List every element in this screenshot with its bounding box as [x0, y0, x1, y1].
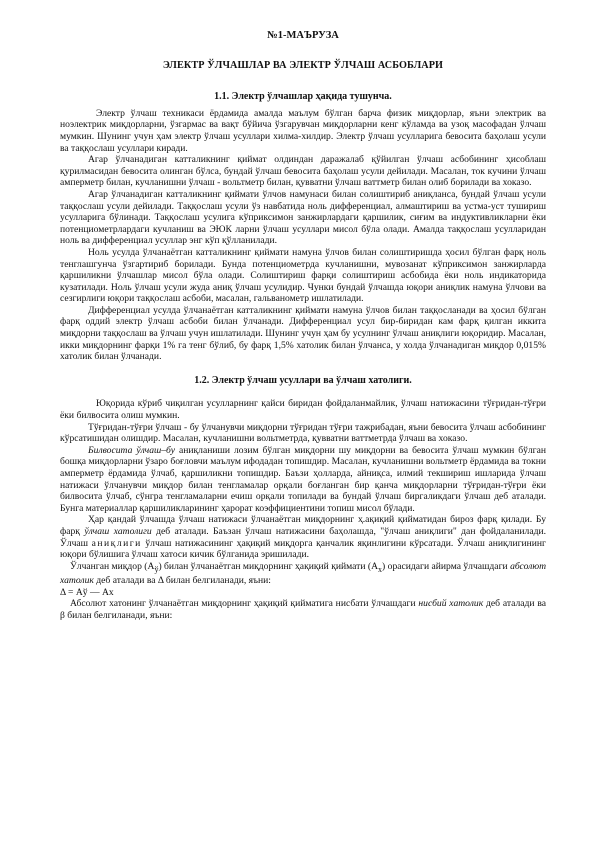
- section-1-paragraph-5: Дифференциал усулда ўлчанаётган катталикнинг қиймати намуна ўлчов билан таққосланади ва ҳосил бўлган фарқ оддий электр ўлчаш асбоби билан ўлчанади. Дифференциал усул бир-биридан кам фарқ қилган иккита миқдорни таққослаш ва ўлчаш учун ишлатилади. Шунинг учун ҳам бу усулнинг ўлчаш аниқлиги юқоридир. Масалан, икки миқдорнинг фарқи 1% га тенг бўлиб, бу фарқ 1,5% хатолик билан ўлчанса, у холда ўлчанадиган миқдор 0,015% хатолик билан ўлчанади.: [60, 304, 546, 363]
- p6-text-b: деб аталади ва β билан белгиланади, яъни:: [60, 598, 546, 622]
- section-1-paragraph-3: Агар ўлчанадиган катталикнинг қиймати ўлчов намунаси билан солиштириб аниқланса, бундай ўлчаш усули таққослаш усули дейилади. Таққослаш усули ўз навбатида ноль дифференциал, алмаштириш ва устма-уст тушириш усулларига бўлинади. Таққослаш усулига кўприксимон занжирлардаги қаршилик, сиғим ва индуктивликларни ёки потенциометрлардаги кучланиш ва ЭЮК ларни ўлчаш усуллари мисол бўла олади. Амалда таққослаш усулларидан ноль ва дифференциал усуллар энг кўп қўлланилади.: [60, 188, 546, 247]
- subscript-true: х: [378, 564, 383, 574]
- absolute-error-formula: Δ = Aў — Aх: [60, 586, 114, 598]
- subscript-measured: ў: [154, 564, 159, 574]
- measurement-error-term: ўлчаш хатолиги: [84, 525, 152, 537]
- indirect-measurement-term: Билвосита ўлчаш–бу: [88, 444, 176, 456]
- p5-text-c: ) орасидаги айирма ўлчашдаги: [382, 560, 511, 572]
- section-2-paragraph-1: Юқорида кўриб чиқилган усулларнинг қайси биридан фойдаланмайлик, ўлчаш натижасини тўғридан-тўғри ёки билвосита олиш мумкин.: [60, 398, 546, 422]
- relative-error-term: нисбий хатолик: [418, 598, 484, 610]
- accuracy-term: аниқлиги: [91, 537, 142, 549]
- section-2-heading: 1.2. Электр ўлчаш усуллари ва ўлчаш хатолиги.: [194, 374, 412, 386]
- p4-text-c: ўлчаш натижасининг ҳақиқий миқдорга қанчалик яқинлигини кўрсатади. Ўлчаш аниқлигининг юқори бўлишига ўлчаш хатоси кичик бўлганида эришилади.: [60, 537, 546, 561]
- section-2-paragraph-6: [60, 598, 546, 621]
- absolute-error-term: абсолют хатолик: [60, 560, 547, 587]
- section-1-paragraph-4: Ноль усулда ўлчанаётган катталикнинг қиймати намуна ўлчов билан солиштиришда ҳосил бўлган фарқ ноль тенглашгунча ўзгартириб борилади. Бунда потенциометрда кучланишни, мувозанат кўприксимон занжирларда қаршиликни ўлчашлар мисол бўла олади. Солиштириш фарқи солиштириш асбобида ёки ноль индикаторида кузатилади. Ноль ўлчаш усули жуда аниқ ўлчаш усулидир. Чунки бундай ўлчашда юқори аниқлик намуна ўлчови ва сезгирлиги юқори таққослаш асбоби, масалан, гальванометр ишлатилади.: [60, 246, 546, 305]
- p6-text-a: Абсолют хатонинг ўлчанаётган миқдорнинг ҳақиқий қийматига нисбати ўлчашдаги: [70, 598, 419, 610]
- p5-text-b: ) билан ўлчанаётган миқдорнинг ҳақиқий қиймати (A: [158, 560, 379, 572]
- section-2-paragraph-3: [60, 445, 546, 515]
- p5-text-a: Ўлчанган миқдор (A: [70, 560, 155, 572]
- section-1-paragraph-2: Агар ўлчанадиган катталикнинг қиймат олдиндан даражалаб қўйилган ўлчаш асбобининг ҳисоблаш қурилмасидан бевосита олинган бўлса, бундай ўлчаш бевосита баҳолаш усули дейилади. Масалан, ток кучини ўлчаш амперметр билан, кучланишни ўлчаш - вольтметр билан, қувватни ўлчаш ваттметр билан олиб борилади ва хоказо.: [60, 154, 546, 189]
- section-1-paragraph-1: Электр ўлчаш техникаси ёрдамида амалда маълум бўлган барча физик миқдорлар, яъни электрик ва ноэлектрик миқдорларни, ўзгармас ва вақт бўйича ўзгарувчан миқдорларни кенг кўламда ва узоқ масофадан ўлчаш мумкин. Шунинг учун ҳам электр ўлчаш усуллари хилма-хилдир. Электр ўлчаш усулларига бевосита баҳолаш усули ва таққослаш усуллари киради.: [60, 107, 546, 154]
- p5-text-d: деб аталади ва Δ билан белгиланади, яъни:: [93, 575, 271, 587]
- section-2-paragraph-5: [60, 561, 546, 587]
- main-title: ЭЛЕКТР ЎЛЧАШЛАР ВА ЭЛЕКТР ЎЛЧАШ АСБОБЛАРИ: [162, 59, 444, 71]
- section-2-paragraph-4: [60, 514, 546, 560]
- p4-text-b: деб аталади. Баъзан ўлчаш натижасини баҳолашда, "ўлчаш аниқлиги" дан фойдаланилади. Ўлчаш: [60, 525, 547, 549]
- p4-text-a: Ҳар қандай ўлчашда ўлчаш натижаси ўлчанаётган миқдорнинг ҳ.ақиқий қийматидан бироз фарқ қилади. Бу фарқ: [60, 514, 546, 537]
- section-2-paragraph-3-text: аниқланиши лозим бўлган миқдорни шу миқдорни ва бевосита ўлчаш мумкин бўлган бошқа миқдорларни ўзаро боғловчи маълум ифодадан топишдир. Масалан, кучланишни вольтметр ёрдамида ва токни амперметр ёрдамида ўлчаб, қаршиликни топишдир. Баъзи ҳолларда, айниқса, илмий текшириш ишларида ўлчаш натижаси ўлчанувчи миқдор билан тенгламалар орқали боғланган бир қанча миқдорларни тўғридан-тўғри ёки билвосита ўлчаб, сўнгра тенгламаларни ечиш орқали топилади ва бундай ўлчаш биргаликдаги ўлчаш деб аталади. Бунга материаллар қаршиликларининг ҳарорат коэффициентини топиш мисол бўлади.: [60, 444, 546, 514]
- section-2-paragraph-2: Тўғридан-тўғри ўлчаш - бу ўлчанувчи миқдорни тўғридан тўғри тажрибадан, яъни бевосита ўлчаш асбобининг кўрсатишидан олишдир. Масалан, кучланишни вольтметрда, қувватни ваттметрда ўлчаш ва хоказо.: [60, 421, 546, 445]
- lecture-title: №1-МАЪРУЗА: [267, 30, 339, 41]
- section-1-heading: 1.1. Электр ўлчашлар ҳақида тушунча.: [214, 91, 392, 103]
